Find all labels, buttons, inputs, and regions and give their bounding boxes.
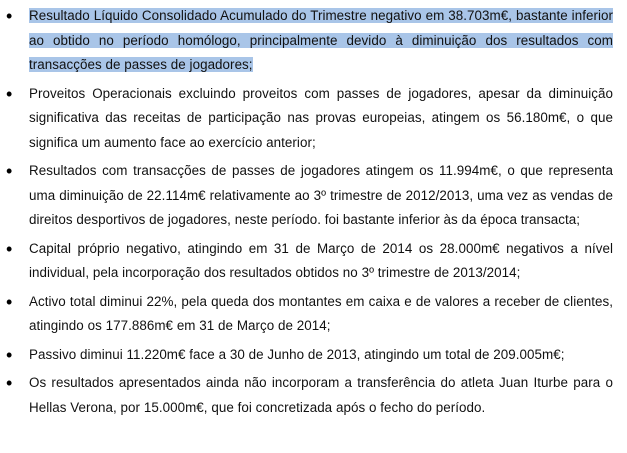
- bullet-item-6[interactable]: [0, 343, 627, 368]
- bullet-item-7[interactable]: [0, 371, 627, 420]
- document-body: [0, 4, 627, 420]
- bullet-icon: •: [6, 238, 13, 259]
- bullet-icon: •: [6, 6, 13, 26]
- paragraph-text[interactable]: Passivo diminui 11.220m€ face a 30 de Junho de 2013, atingindo um total de 209.005m€;: [29, 346, 565, 362]
- bullet-icon: •: [6, 161, 13, 181]
- bullet-item-3[interactable]: [0, 159, 627, 233]
- bullet-item-5[interactable]: [0, 290, 627, 339]
- paragraph-text[interactable]: Resultados com transacções de passes de jogadores atingem os 11.994m€, o que representa uma diminuição de 22.114m€ relativamente ao 3º trimestre de 2012/2013, uma vez as vendas de direitos desportivos de jogadores, neste período. foi bastante inferior às da época transacta;: [29, 163, 613, 227]
- bullet-icon: •: [6, 373, 13, 393]
- bullet-item-1[interactable]: [0, 4, 627, 78]
- paragraph-text[interactable]: Os resultados apresentados ainda não incorporam a transferência do atleta Juan Iturbe para o Hellas Verona, por 15.000m€, que foi concretizada após o fecho do período.: [29, 375, 613, 415]
- selected-text[interactable]: Resultado Líquido Consolidado Acumulado do Trimestre negativo em 38.703m€, bastante inferior ao obtido no período homólogo, principalmente devido à diminuição dos resultados com transacções de passes de jogadores;: [29, 8, 613, 72]
- bullet-icon: •: [6, 344, 13, 365]
- bullet-item-4[interactable]: [0, 237, 627, 286]
- paragraph-text[interactable]: Capital próprio negativo, atingindo em 31 de Março de 2014 os 28.000m€ negativos a nível individual, pela incorporação dos resultados obtidos no 3º trimestre de 2013/2014;: [29, 240, 613, 280]
- bullet-icon: •: [6, 83, 13, 104]
- paragraph-text[interactable]: Activo total diminui 22%, pela queda dos montantes em caixa e de valores a receber de clientes, atingindo os 177.886m€ em 31 de Março de 2014;: [29, 293, 613, 333]
- bullet-item-2[interactable]: [0, 82, 627, 156]
- bullet-icon: •: [6, 291, 13, 312]
- paragraph-text[interactable]: Proveitos Operacionais excluindo proveitos com passes de jogadores, apesar da diminuição significativa das receitas de participação nas provas europeias, atingem os 56.180m€, o que significa um aumento face ao exercício anterior;: [29, 85, 613, 150]
